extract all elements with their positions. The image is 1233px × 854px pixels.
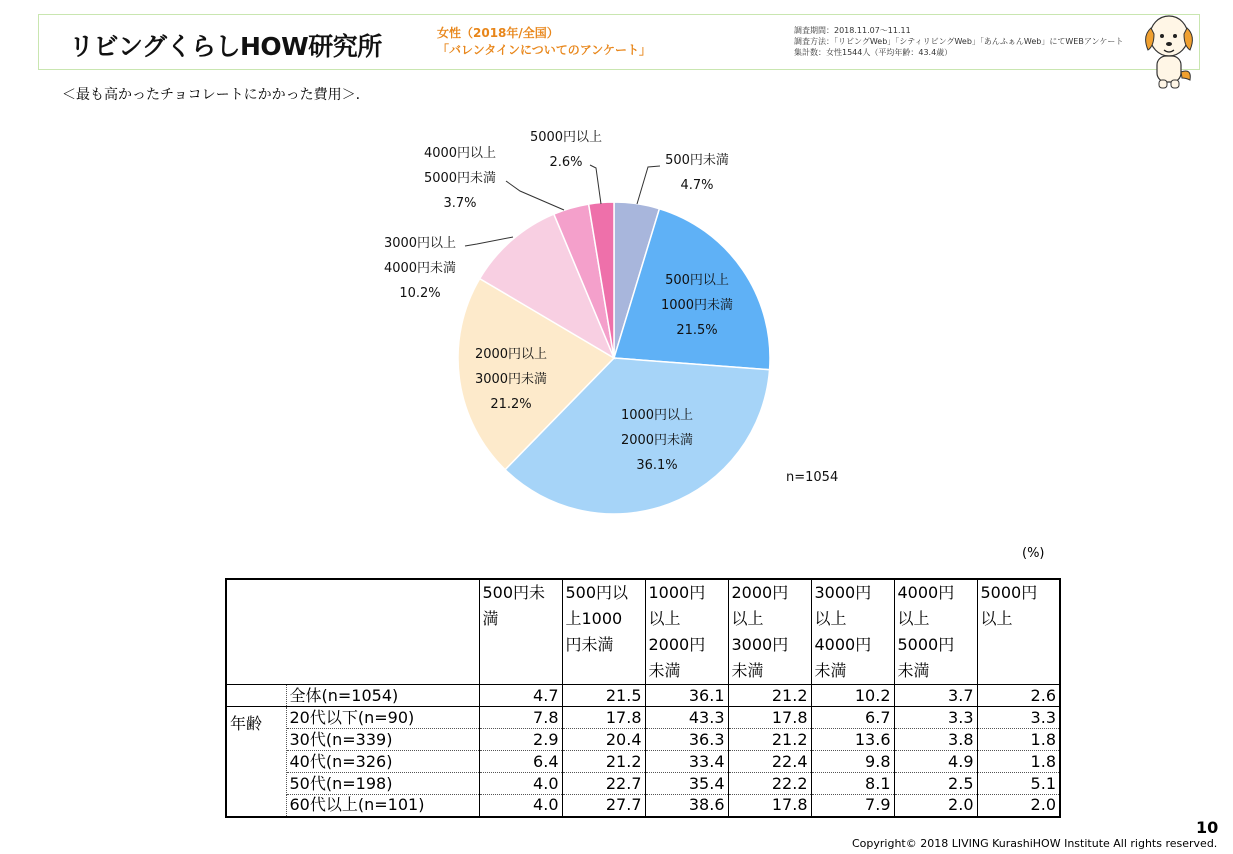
pie-slice-label: 4000円以上 5000円未満 3.7% <box>423 146 497 211</box>
column-header: 1000円 以上 2000円 未満 <box>645 579 728 685</box>
table-row <box>226 729 1060 751</box>
survey-count: 集計数：女性1544人（平均年齢：43.4歳） <box>794 48 953 57</box>
pie-slice-label: 3000円以上 4000円未満 10.2% <box>383 236 457 301</box>
table-cell: 20.4 <box>562 729 645 751</box>
pie-slice-label: 2000円以上 3000円未満 21.2% <box>474 347 548 412</box>
table-cell: 2.9 <box>479 729 562 751</box>
column-header: 500円以 上1000 円未満 <box>562 579 645 685</box>
survey-period: 調査期間：2018.11.07～11.11 <box>794 26 911 35</box>
survey-title-line-1: 女性（2018年/全国） <box>437 26 559 40</box>
table-body <box>226 685 1060 817</box>
column-header: 4000円 以上 5000円 未満 <box>894 579 977 685</box>
table-cell: 7.9 <box>811 795 894 817</box>
table-cell: 8.1 <box>811 773 894 795</box>
table-cell: 33.4 <box>645 751 728 773</box>
table-cell: 13.6 <box>811 729 894 751</box>
table-cell: 17.8 <box>728 707 811 729</box>
table-cell: 35.4 <box>645 773 728 795</box>
table-cell: 38.6 <box>645 795 728 817</box>
copyright: Copyright© 2018 LIVING KurashiHOW Institute All rights reserved. <box>852 837 1218 850</box>
row-label: 30代(n=339) <box>286 729 479 751</box>
table-cell: 4.0 <box>479 773 562 795</box>
pie-leader-line <box>590 165 601 204</box>
table-cell: 43.3 <box>645 707 728 729</box>
pie-slice-label: 5000円以上 2.6% <box>529 130 603 170</box>
column-header: 500円未 満 <box>479 579 562 685</box>
row-label: 40代(n=326) <box>286 751 479 773</box>
table-cell: 17.8 <box>728 795 811 817</box>
table-unit-label: (%) <box>1022 546 1045 561</box>
group-cell-empty <box>226 685 286 707</box>
table-cell: 2.0 <box>977 795 1060 817</box>
table-cell: 1.8 <box>977 729 1060 751</box>
table-cell: 17.8 <box>562 707 645 729</box>
data-table <box>225 578 1061 818</box>
table-row <box>226 773 1060 795</box>
pie-slice-label: 500円以上 1000円未満 21.5% <box>660 273 734 338</box>
table-cell: 4.0 <box>479 795 562 817</box>
table-cell: 22.2 <box>728 773 811 795</box>
column-header: 3000円 以上 4000円 未満 <box>811 579 894 685</box>
row-label: 全体(n=1054) <box>286 685 479 707</box>
table-cell: 36.3 <box>645 729 728 751</box>
row-label: 20代以下(n=90) <box>286 707 479 729</box>
table-header <box>226 579 1060 685</box>
table-cell: 21.2 <box>728 685 811 707</box>
table-cell: 10.2 <box>811 685 894 707</box>
table-cell: 21.2 <box>728 729 811 751</box>
pie-leader-line <box>637 166 660 204</box>
sample-size-note: n=1054 <box>786 470 839 485</box>
table-cell: 21.2 <box>562 751 645 773</box>
table-cell: 3.3 <box>894 707 977 729</box>
table-row <box>226 707 1060 729</box>
header-blank-cell <box>226 579 479 685</box>
table-cell: 21.5 <box>562 685 645 707</box>
table-cell: 22.7 <box>562 773 645 795</box>
table-cell: 2.6 <box>977 685 1060 707</box>
table-cell: 3.8 <box>894 729 977 751</box>
table-cell: 9.8 <box>811 751 894 773</box>
row-label: 60代以上(n=101) <box>286 795 479 817</box>
table-row <box>226 751 1060 773</box>
column-header: 2000円 以上 3000円 未満 <box>728 579 811 685</box>
table-cell: 2.0 <box>894 795 977 817</box>
column-header: 5000円 以上 <box>977 579 1060 685</box>
survey-title-line-2: 「バレンタインについてのアンケート」 <box>437 43 652 57</box>
table-cell: 22.4 <box>728 751 811 773</box>
table-cell: 6.4 <box>479 751 562 773</box>
table-cell: 3.7 <box>894 685 977 707</box>
pie-slice-label: 1000円以上 2000円未満 36.1% <box>620 408 694 473</box>
table-cell: 36.1 <box>645 685 728 707</box>
table-cell: 4.9 <box>894 751 977 773</box>
age-group-label: 年齢 <box>226 707 286 817</box>
pie-slice-label: 500円未満 4.7% <box>665 153 729 193</box>
page-number: 10 <box>1196 818 1219 837</box>
header-row <box>226 579 1060 685</box>
table-cell: 5.1 <box>977 773 1060 795</box>
row-label: 50代(n=198) <box>286 773 479 795</box>
survey-method: 調査方法：「リビングWeb」「シティリビングWeb」「あんふぁんWeb」にてWEBアンケート <box>794 37 1124 46</box>
table-cell: 6.7 <box>811 707 894 729</box>
table-cell: 3.3 <box>977 707 1060 729</box>
brand-logo: リビングくらしHOW研究所 <box>69 32 382 61</box>
table-cell: 1.8 <box>977 751 1060 773</box>
table-row <box>226 685 1060 707</box>
table-cell: 4.7 <box>479 685 562 707</box>
table-row <box>226 795 1060 817</box>
table-cell: 7.8 <box>479 707 562 729</box>
pie-leader-line <box>506 181 564 210</box>
chart-subtitle: ＜最も高かったチョコレートにかかった費用＞. <box>62 87 361 103</box>
table-cell: 27.7 <box>562 795 645 817</box>
table-cell: 2.5 <box>894 773 977 795</box>
